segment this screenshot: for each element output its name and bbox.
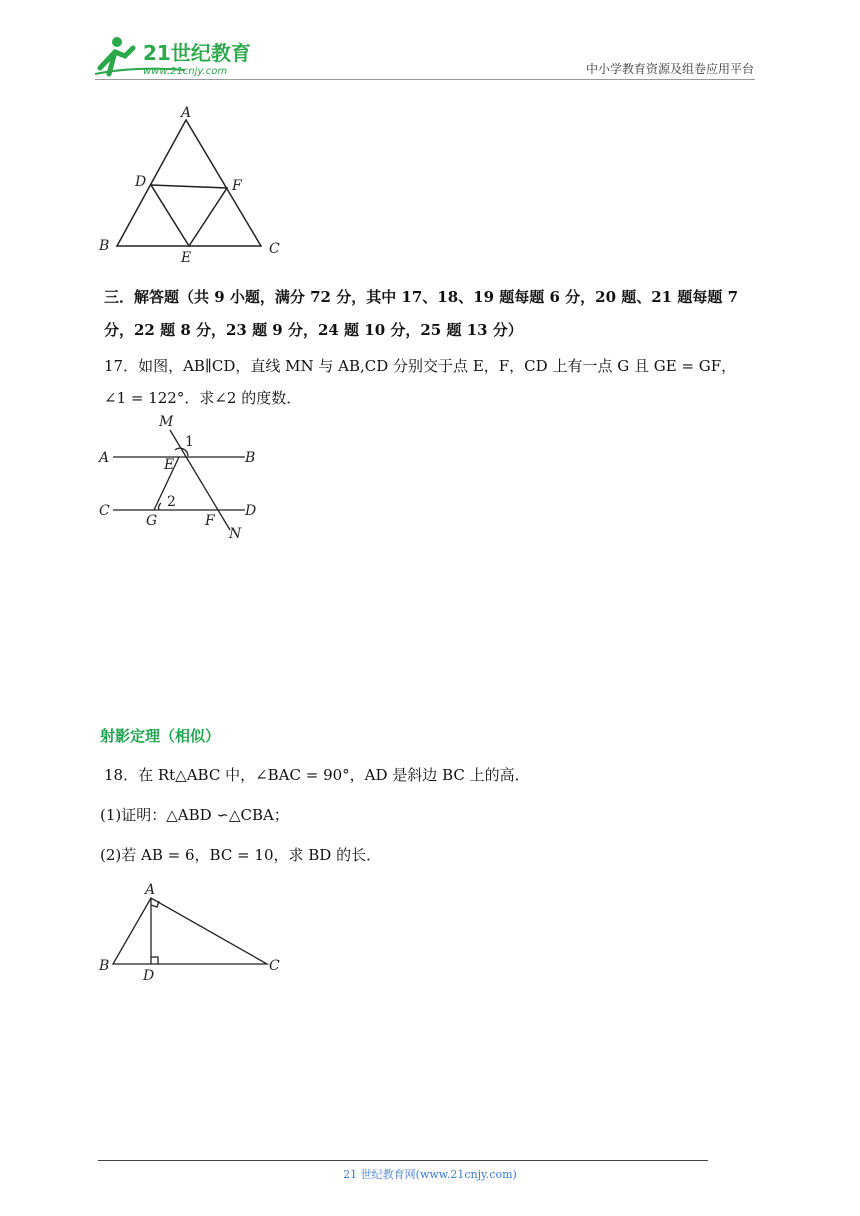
section-heading-line1: 三．解答题（共 9 小题，满分 72 分，其中 17、18、19 题每题 6 分，20 题、21 题每题 7 <box>104 288 739 306</box>
q18-part2: (2)若 AB = 6，BC = 10，求 BD 的长． <box>100 846 382 864</box>
figure-q18 <box>95 876 295 986</box>
section-heading-line2: 分，22 题 8 分，23 题 9 分，24 题 10 分，25 题 13 分） <box>104 321 523 339</box>
label-a: A <box>99 450 110 466</box>
label-d: D <box>143 968 155 984</box>
q18-part1: (1)证明：△ABD ∽△CBA； <box>100 806 289 824</box>
label-c: C <box>269 241 280 257</box>
q18-stem: 18．在 Rt△ABC 中，∠BAC = 90°，AD 是斜边 BC 上的高． <box>104 766 530 784</box>
logo-url: www.21cnjy.com <box>143 66 228 77</box>
header-divider <box>95 79 755 80</box>
figure-q17 <box>95 412 275 547</box>
topic-heading: 射影定理（相似） <box>100 727 221 745</box>
angle-1-label: 1 <box>185 434 194 450</box>
label-b: B <box>245 450 256 466</box>
runner-logo-icon <box>95 30 265 80</box>
site-logo <box>95 30 265 80</box>
label-e: E <box>164 457 175 473</box>
label-d: D <box>135 174 147 190</box>
label-b: B <box>99 958 110 974</box>
footer-link[interactable]: 21 世纪教育网(www.21cnjy.com) <box>343 1168 517 1181</box>
angle-2-label: 2 <box>167 494 176 510</box>
label-d: D <box>245 503 257 519</box>
logo-text: 21世纪教育 <box>143 41 251 65</box>
q17-line1: 17．如图，AB∥CD，直线 MN 与 AB,CD 分别交于点 E，F，CD 上有一点 G 且 GE = GF， <box>104 357 737 375</box>
header-platform-name: 中小学教育资源及组卷应用平台 <box>585 62 754 76</box>
label-a: A <box>181 105 192 121</box>
label-g: G <box>146 513 158 529</box>
label-f: F <box>205 513 215 529</box>
q17-line2: ∠1 = 122°．求∠2 的度数． <box>104 389 302 407</box>
label-a: A <box>145 882 156 898</box>
label-n: N <box>229 526 242 542</box>
label-e: E <box>181 250 192 266</box>
label-f: F <box>232 178 242 194</box>
label-c: C <box>269 958 280 974</box>
figure-triangle <box>95 100 295 270</box>
label-m: M <box>159 414 174 430</box>
label-b: B <box>99 238 110 254</box>
label-c: C <box>99 503 110 519</box>
footer-divider <box>98 1160 708 1161</box>
